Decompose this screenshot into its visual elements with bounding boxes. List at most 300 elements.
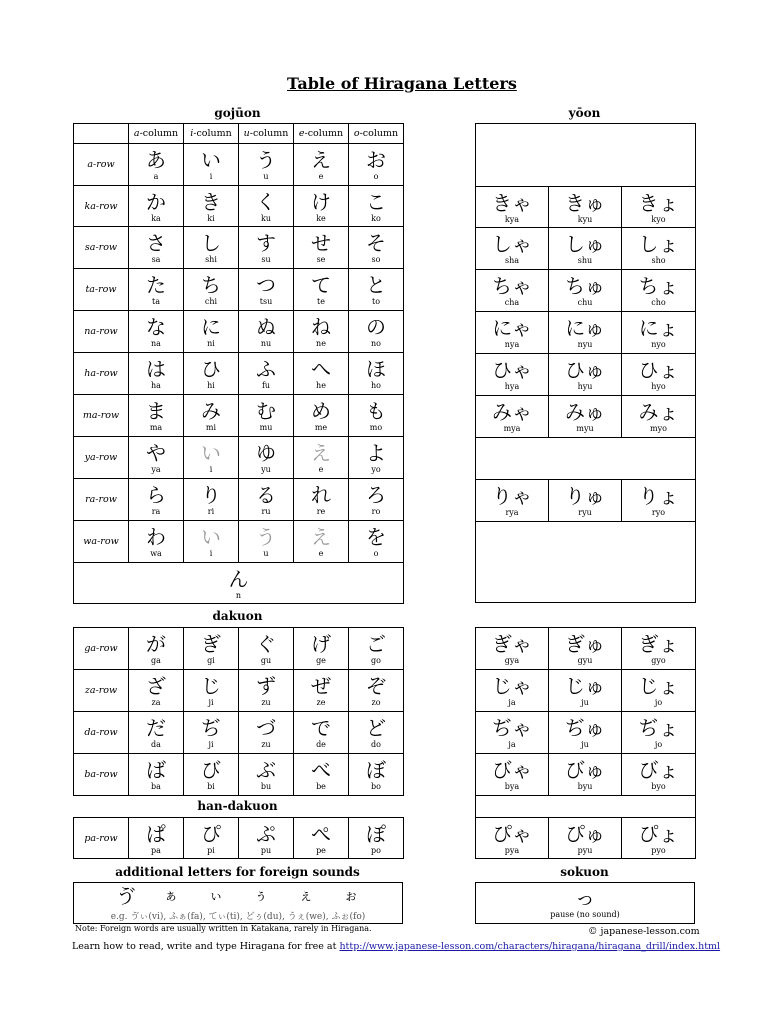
kana-glyph: む — [256, 399, 276, 423]
kana-romaji: be — [316, 782, 326, 791]
foreign-kana: ぅ — [254, 888, 268, 904]
kana-cell — [294, 227, 349, 269]
kana-romaji: go — [371, 656, 381, 665]
kana-cell — [294, 311, 349, 353]
kana-romaji: gyo — [651, 656, 666, 665]
column-header: u-column — [239, 124, 294, 144]
kana-romaji: gya — [504, 656, 520, 665]
yoon-row — [476, 228, 696, 270]
kana-romaji: shu — [577, 256, 593, 265]
kana-cell — [622, 354, 696, 396]
kana-cell — [349, 521, 404, 563]
kana-glyph: り — [201, 483, 221, 507]
kana-cell — [239, 521, 294, 563]
kana-cell — [349, 670, 404, 712]
kana-glyph: しゃ — [492, 232, 532, 256]
kana-romaji: te — [317, 297, 325, 306]
kana-cell — [129, 754, 184, 796]
footer-learn-line — [72, 941, 720, 952]
kana-glyph: ぐ — [256, 632, 276, 656]
kana-cell — [476, 754, 549, 796]
foreign-kana: ぉ — [344, 888, 358, 904]
kana-glyph: じゃ — [492, 674, 532, 698]
footer-note: Note: Foreign words are usually written in Katakana, rarely in Hiragana. — [75, 924, 372, 933]
kana-cell — [476, 670, 549, 712]
kana-cell — [622, 480, 696, 522]
kana-cell — [294, 628, 349, 670]
kana-cell — [129, 628, 184, 670]
kana-romaji: pa — [151, 846, 161, 855]
kana-cell — [476, 270, 549, 312]
kana-glyph: じゅ — [565, 674, 605, 698]
kana-cell — [184, 186, 239, 227]
dakuon-table — [73, 627, 404, 796]
kana-romaji: nu — [260, 339, 272, 348]
kana-glyph: う — [256, 525, 276, 549]
kana-romaji: ze — [316, 698, 326, 707]
kana-cell — [549, 312, 622, 354]
yoon-row — [476, 396, 696, 438]
kana-glyph: にゃ — [492, 316, 532, 340]
kana-romaji: bya — [504, 782, 520, 791]
yoon-row — [476, 628, 696, 670]
kana-romaji: da — [151, 740, 161, 749]
page-title: Table of Hiragana Letters — [287, 74, 517, 93]
kana-romaji: shi — [205, 255, 217, 264]
kana-glyph: ゆ — [256, 441, 276, 465]
kana-romaji: ja — [508, 740, 516, 749]
kana-romaji: ra — [151, 507, 161, 516]
kana-romaji: hyo — [651, 382, 666, 391]
kana-glyph: みゅ — [565, 400, 605, 424]
n-row — [74, 563, 404, 604]
kana-romaji: cho — [651, 298, 666, 307]
kana-glyph: ぞ — [366, 674, 386, 698]
kana-glyph: ぜ — [311, 674, 331, 698]
kana-romaji: gu — [260, 656, 272, 665]
row-label: ba-row — [74, 754, 129, 796]
kana-cell — [622, 670, 696, 712]
kana-row — [74, 437, 404, 479]
kana-glyph: きゅ — [565, 191, 605, 215]
foreign-kana: ぃ — [209, 888, 223, 904]
kana-romaji: ki — [207, 214, 215, 223]
kana-cell — [294, 712, 349, 754]
kana-cell — [294, 479, 349, 521]
kana-cell — [129, 395, 184, 437]
kana-romaji: e — [318, 465, 324, 474]
kana-romaji: wa — [150, 549, 162, 558]
kana-glyph: ず — [256, 674, 276, 698]
kana-romaji: bo — [371, 782, 381, 791]
kana-romaji: zu — [261, 698, 271, 707]
kana-romaji: myu — [576, 424, 594, 433]
kana-glyph: ぢ — [201, 716, 221, 740]
kana-glyph: ふ — [256, 357, 276, 381]
kana-cell — [239, 479, 294, 521]
kana-romaji: ma — [149, 423, 163, 432]
section-title-sokuon: sokuon — [560, 865, 609, 879]
kana-romaji: re — [316, 507, 326, 516]
kana-romaji: u — [263, 549, 269, 558]
kana-cell — [622, 396, 696, 438]
kana-romaji: cha — [504, 298, 520, 307]
kana-glyph: みゃ — [492, 400, 532, 424]
kana-glyph: ぼ — [366, 758, 386, 782]
kana-romaji: no — [371, 339, 381, 348]
kana-glyph: し — [201, 231, 221, 255]
kana-cell — [349, 628, 404, 670]
kana-romaji: zo — [371, 698, 381, 707]
kana-glyph: う — [256, 148, 276, 172]
kana-cell — [476, 312, 549, 354]
kana-romaji: sho — [651, 256, 666, 265]
section-title-gojuon: gojūon — [214, 106, 261, 120]
kana-cell — [184, 353, 239, 395]
kana-glyph: ぎゃ — [492, 632, 532, 656]
kana-cell — [294, 353, 349, 395]
kana-cell — [184, 521, 239, 563]
kana-romaji: fu — [261, 381, 271, 390]
kana-cell — [239, 227, 294, 269]
kana-glyph: は — [146, 357, 166, 381]
kana-romaji: so — [371, 255, 381, 264]
kana-cell — [239, 186, 294, 227]
kana-cell — [349, 754, 404, 796]
kana-cell — [476, 228, 549, 270]
kana-cell — [74, 563, 404, 604]
kana-cell — [129, 227, 184, 269]
kana-glyph: ひゃ — [492, 358, 532, 382]
kana-glyph: と — [366, 273, 386, 297]
kana-romaji: nyo — [651, 340, 666, 349]
kana-romaji: n — [235, 591, 242, 600]
column-header: o-column — [349, 124, 404, 144]
kana-cell — [622, 628, 696, 670]
kana-romaji: yu — [261, 465, 271, 474]
kana-cell — [129, 479, 184, 521]
kana-glyph: れ — [311, 483, 331, 507]
kana-glyph: ぱ — [146, 822, 166, 846]
foreign-letters-box — [73, 882, 403, 924]
kana-cell — [622, 818, 696, 859]
kana-glyph: び — [201, 758, 221, 782]
kana-glyph: ざ — [146, 674, 166, 698]
kana-cell — [129, 712, 184, 754]
kana-cell — [549, 712, 622, 754]
kana-cell — [294, 754, 349, 796]
kana-glyph: ち — [201, 273, 221, 297]
kana-row — [74, 670, 404, 712]
yoon-row — [476, 480, 696, 522]
foreign-kana: ぁ — [164, 888, 178, 904]
kana-glyph: ちゅ — [565, 274, 605, 298]
kana-glyph: き — [201, 190, 221, 214]
kana-cell — [184, 395, 239, 437]
kana-cell — [239, 754, 294, 796]
kana-glyph: りゅ — [565, 484, 605, 508]
kana-glyph: りょ — [638, 484, 679, 508]
kana-cell — [239, 437, 294, 479]
kana-cell — [184, 712, 239, 754]
kana-romaji: jo — [654, 698, 663, 707]
kana-glyph: しょ — [638, 232, 679, 256]
kana-cell — [549, 270, 622, 312]
yoon-row — [476, 754, 696, 796]
kana-glyph: ひょ — [638, 358, 679, 382]
kana-cell — [476, 187, 549, 228]
footer-learn-text: Learn how to read, write and type Hiragana for free at — [72, 941, 340, 952]
row-label: na-row — [74, 311, 129, 353]
kana-cell — [184, 628, 239, 670]
kana-romaji: kyo — [651, 215, 666, 224]
kana-glyph: を — [366, 525, 386, 549]
yoon-row — [476, 354, 696, 396]
kana-romaji: ba — [151, 782, 161, 791]
kana-romaji: o — [373, 549, 379, 558]
kana-glyph: げ — [311, 632, 331, 656]
kana-cell — [349, 269, 404, 311]
handakuon-yoon-table — [475, 817, 696, 859]
kana-glyph: ぢょ — [638, 716, 679, 740]
yoon-row — [476, 438, 696, 480]
foreign-kana: ゔ — [116, 884, 136, 908]
kana-cell — [549, 396, 622, 438]
kana-glyph: ぎ — [201, 632, 221, 656]
kana-romaji: kya — [504, 215, 520, 224]
kana-glyph: べ — [311, 758, 331, 782]
kana-cell — [239, 670, 294, 712]
kana-row — [74, 311, 404, 353]
kana-row — [74, 227, 404, 269]
kana-glyph: づ — [256, 716, 276, 740]
kana-romaji: do — [371, 740, 381, 749]
kana-romaji: hi — [207, 381, 215, 390]
kana-romaji: ryu — [578, 508, 592, 517]
kana-cell — [184, 479, 239, 521]
yoon-row — [476, 124, 696, 187]
kana-glyph: ぎょ — [638, 632, 679, 656]
kana-cell — [129, 353, 184, 395]
kana-romaji: su — [261, 255, 271, 264]
kana-romaji: u — [263, 172, 269, 181]
kana-cell — [184, 269, 239, 311]
column-header: a-column — [129, 124, 184, 144]
kana-glyph: え — [311, 525, 331, 549]
kana-romaji: ko — [371, 214, 381, 223]
kana-glyph: ど — [366, 716, 386, 740]
kana-cell — [184, 227, 239, 269]
kana-glyph: に — [201, 315, 221, 339]
kana-glyph: ら — [146, 483, 166, 507]
kana-cell — [184, 754, 239, 796]
kana-glyph: て — [311, 273, 331, 297]
kana-cell — [622, 312, 696, 354]
kana-row — [74, 754, 404, 796]
kana-romaji: pya — [504, 846, 520, 855]
yoon-row — [476, 187, 696, 228]
sokuon-box — [475, 882, 695, 924]
kana-romaji: nyu — [577, 340, 593, 349]
row-label: za-row — [74, 670, 129, 712]
kana-cell — [184, 670, 239, 712]
column-header: e-column — [294, 124, 349, 144]
yoon-empty-cell — [476, 522, 696, 603]
kana-romaji: i — [209, 549, 213, 558]
kana-glyph: にょ — [638, 316, 679, 340]
kana-glyph: ぶ — [256, 758, 276, 782]
kana-glyph: ぎゅ — [565, 632, 605, 656]
yoon-row — [476, 312, 696, 354]
kana-glyph: お — [366, 148, 386, 172]
kana-romaji: i — [209, 465, 213, 474]
kana-cell — [294, 818, 349, 859]
kana-cell — [129, 521, 184, 563]
kana-cell — [239, 712, 294, 754]
kana-glyph: ほ — [366, 357, 386, 381]
kana-cell — [294, 395, 349, 437]
kana-cell — [476, 818, 549, 859]
kana-glyph: の — [366, 315, 386, 339]
row-label: da-row — [74, 712, 129, 754]
kana-glyph: ちょ — [638, 274, 679, 298]
kana-romaji: ju — [581, 740, 589, 749]
kana-romaji: pe — [316, 846, 326, 855]
kana-glyph: ご — [366, 632, 386, 656]
kana-glyph: く — [256, 190, 276, 214]
kana-glyph: な — [146, 315, 166, 339]
kana-glyph: しゅ — [565, 232, 605, 256]
yoon-row — [476, 712, 696, 754]
kana-cell — [549, 670, 622, 712]
kana-glyph: ちゃ — [492, 274, 532, 298]
kana-cell — [476, 354, 549, 396]
kana-romaji: ge — [316, 656, 326, 665]
kana-glyph: も — [366, 399, 386, 423]
dakuon-yoon-table — [475, 627, 696, 796]
kana-glyph: だ — [146, 716, 166, 740]
kana-cell — [622, 754, 696, 796]
kana-glyph: け — [311, 190, 331, 214]
kana-glyph: る — [256, 483, 276, 507]
kana-cell — [349, 227, 404, 269]
kana-cell — [349, 186, 404, 227]
kana-glyph: た — [146, 273, 166, 297]
kana-cell — [349, 818, 404, 859]
kana-romaji: chi — [204, 297, 218, 306]
kana-cell — [549, 354, 622, 396]
kana-cell — [239, 311, 294, 353]
kana-cell — [239, 144, 294, 186]
kana-romaji: jo — [654, 740, 663, 749]
kana-romaji: gyu — [577, 656, 593, 665]
yoon-empty-cell — [476, 438, 696, 480]
kana-glyph: か — [146, 190, 166, 214]
row-label: ga-row — [74, 628, 129, 670]
kana-romaji: myo — [650, 424, 667, 433]
kana-romaji: pyu — [577, 846, 593, 855]
kana-romaji: za — [151, 698, 161, 707]
kana-romaji: pu — [260, 846, 272, 855]
kana-romaji: zu — [261, 740, 271, 749]
section-title-yoon: yōon — [568, 106, 601, 120]
kana-romaji: a — [153, 172, 159, 181]
kana-cell — [129, 186, 184, 227]
kana-glyph: ば — [146, 758, 166, 782]
kana-romaji: na — [151, 339, 161, 348]
footer-link[interactable]: http://www.japanese-lesson.com/characters/hiragana/hiragana_drill/index.html — [339, 941, 721, 952]
kana-cell — [129, 144, 184, 186]
yoon-row — [476, 818, 696, 859]
kana-glyph: わ — [146, 525, 166, 549]
kana-cell — [239, 353, 294, 395]
kana-romaji: ri — [207, 507, 215, 516]
kana-romaji: byo — [651, 782, 666, 791]
yoon-row — [476, 522, 696, 603]
kana-cell — [622, 712, 696, 754]
kana-glyph: あ — [146, 148, 166, 172]
kana-glyph: ぴゅ — [565, 822, 605, 846]
kana-glyph: せ — [311, 231, 331, 255]
kana-glyph: びゅ — [565, 758, 605, 782]
kana-glyph: そ — [366, 231, 386, 255]
row-label: ra-row — [74, 479, 129, 521]
kana-glyph: きゃ — [492, 191, 532, 215]
kana-cell — [549, 754, 622, 796]
kana-glyph: ぴ — [201, 822, 221, 846]
kana-glyph: ま — [146, 399, 166, 423]
kana-cell — [549, 228, 622, 270]
yoon-row — [476, 670, 696, 712]
section-title-foreign: additional letters for foreign sounds — [115, 865, 360, 879]
kana-cell — [622, 187, 696, 228]
kana-romaji: e — [318, 549, 324, 558]
kana-cell — [239, 269, 294, 311]
kana-row — [74, 712, 404, 754]
kana-cell — [294, 670, 349, 712]
row-label: ma-row — [74, 395, 129, 437]
kana-glyph: じょ — [638, 674, 679, 698]
kana-cell — [129, 437, 184, 479]
kana-cell — [129, 670, 184, 712]
kana-romaji: ke — [316, 214, 326, 223]
kana-cell — [184, 144, 239, 186]
kana-romaji: yo — [371, 465, 381, 474]
yoon-spacer-box — [475, 795, 696, 818]
kana-romaji: e — [318, 172, 324, 181]
kana-glyph: へ — [311, 357, 331, 381]
kana-romaji: he — [316, 381, 326, 390]
row-label: sa-row — [74, 227, 129, 269]
kana-cell — [549, 187, 622, 228]
kana-romaji: de — [316, 740, 326, 749]
kana-glyph: こ — [366, 190, 386, 214]
kana-glyph: じ — [201, 674, 221, 698]
kana-romaji: ne — [316, 339, 326, 348]
kana-glyph: つ — [256, 273, 276, 297]
kana-romaji: mu — [259, 423, 273, 432]
kana-cell — [476, 628, 549, 670]
kana-romaji: po — [371, 846, 381, 855]
kana-cell — [129, 269, 184, 311]
kana-cell — [476, 396, 549, 438]
kana-glyph: み — [201, 399, 221, 423]
kana-glyph: ぢゃ — [492, 716, 532, 740]
section-title-dakuon: dakuon — [212, 609, 263, 623]
kana-romaji: ku — [261, 214, 271, 223]
kana-romaji: mi — [205, 423, 217, 432]
kana-romaji: ho — [371, 381, 381, 390]
